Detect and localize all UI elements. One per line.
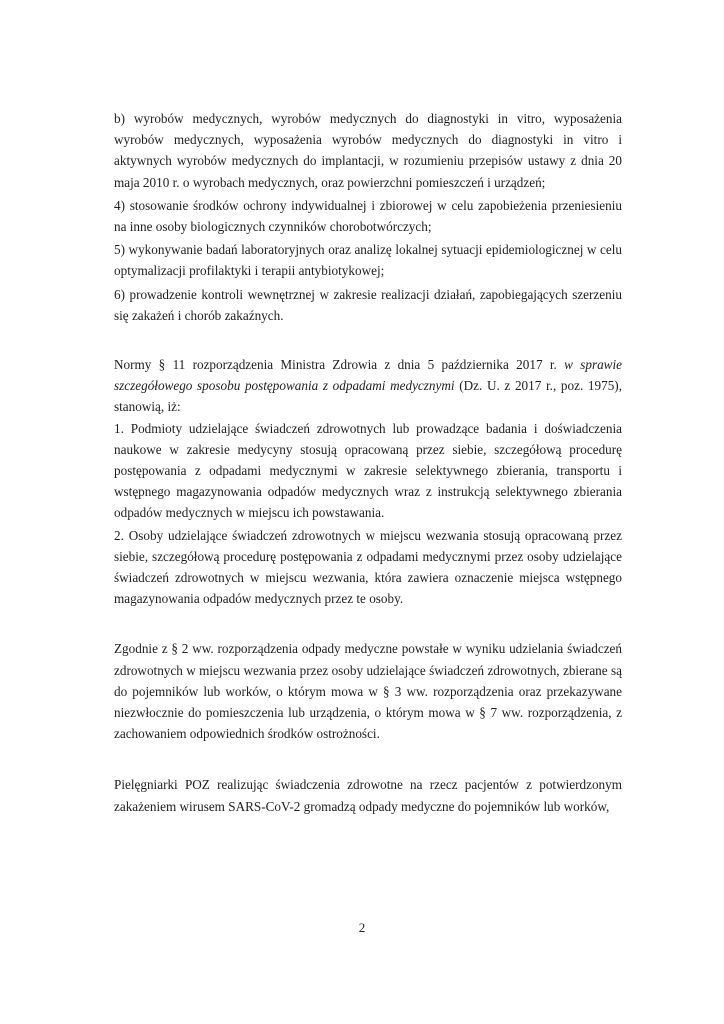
document-body [114, 108, 622, 817]
norms-intro-before: Normy § 11 rozporządzenia Ministra Zdrowia z dnia 5 października 2017 r. [114, 357, 565, 373]
list-item-6: 6) prowadzenie kontroli wewnętrznej w zakresie realizacji działań, zapobiegających szerzeniu się zakażeń i chorób zakaźnych. [114, 286, 622, 323]
norms-section [114, 354, 622, 609]
page-number: 2 [358, 920, 366, 935]
norms-point-1: 1. Podmioty udzielające świadczeń zdrowotnych lub prowadzące badania i doświadczenia naukowe w zakresie medycyny stosują opracowaną przez siebie, szczegółową procedurę postępowania z odpadami medycznymi w zakresie selektywnego zbierania, transportu i wstępnego magazynowania odpadów medycznych wraz z instrukcją selektywnego zbierania odpadów medycznych w miejscu ich powstawania. [114, 420, 622, 521]
norms-intro-after: (Dz. U. z 2017 r., poz. 1975), stanowią, iż: [114, 378, 622, 415]
regulation-title: w sprawie szczegółowego sposobu postępowania z odpadami medycznymi [114, 357, 622, 394]
paragraph-section-2: Zgodnie z § 2 ww. rozporządzenia odpady medyczne powstałe w wyniku udzielania świadczeń zdrowotnych w miejscu wezwania przez osoby udzielające świadczeń zdrowotnych, zbierane są do pojemników lub worków, o którym mowa w § 3 ww. rozporządzenia oraz przekazywane niezwłocznie do pomieszczenia lub urządzenia, o którym mowa w § 7 ww. rozporządzenia, z zachowaniem odpowiednich środków ostrożności. [114, 641, 622, 742]
norms-point-2: 2. Osoby udzielające świadczeń zdrowotnych w miejscu wezwania stosują opracowaną przez siebie, szczegółową procedurę postępowania z odpadami medycznymi przez osoby udzielające świadczeń zdrowotnych w miejscu wezwania, która zawiera oznaczenie miejsca wstępnego magazynowania odpadów medycznych przez te osoby. [114, 527, 622, 607]
paragraph-poz: Pielęgniarki POZ realizując świadczenia zdrowotne na rzecz pacjentów z potwierdzonym zakażeniem wirusem SARS-CoV-2 gromadzą odpady medyczne do pojemników lub worków, [114, 777, 622, 814]
norms-intro [114, 354, 622, 418]
list-item-b: b) wyrobów medycznych, wyrobów medycznych do diagnostyki in vitro, wyposażenia wyrobów medycznych, wyposażenia wyrobów medycznych do diagnostyki in vitro i aktywnych wyrobów medycznych do implantacji, w rozumieniu przepisów ustawy z dnia 20 maja 2010 r. o wyrobach medycznych, oraz powierzchni pomieszczeń i urządzeń; [114, 111, 622, 190]
list-item-5: 5) wykonywanie badań laboratoryjnych oraz analizę lokalnej sytuacji epidemiologicznej w celu optymalizacji profilaktyki i terapii antybiotykowej; [114, 242, 622, 279]
list-continuation [114, 108, 622, 326]
list-item-4: 4) stosowanie środków ochrony indywidualnej i zbiorowej w celu zapobieżenia przeniesieniu na inne osoby biologicznych czynników chorobotwórczych; [114, 197, 622, 235]
